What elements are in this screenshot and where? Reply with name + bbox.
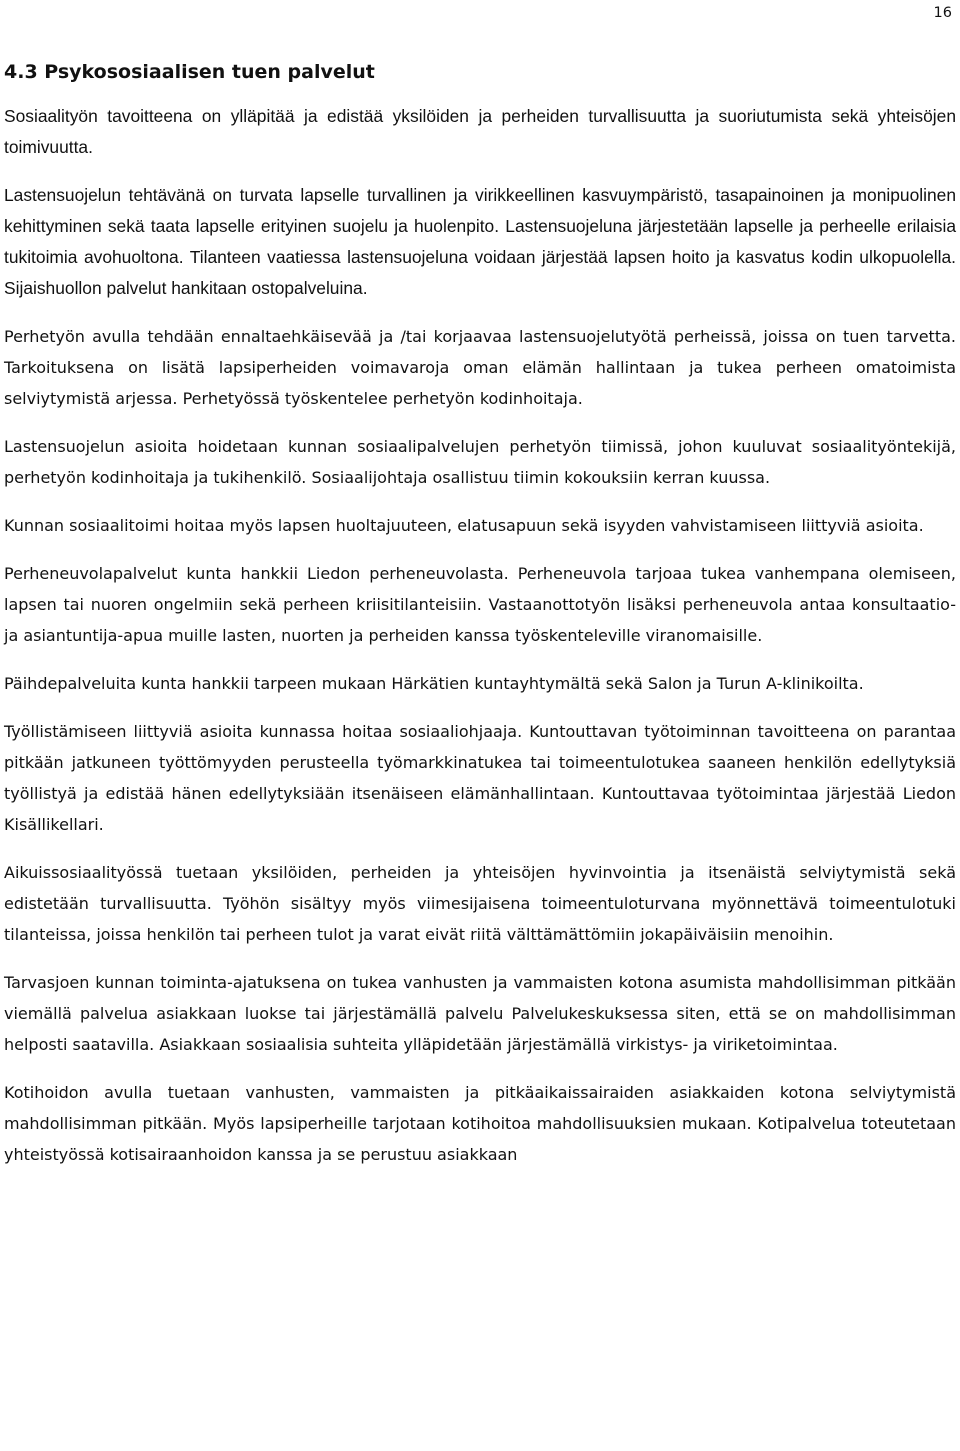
paragraph-employment: Työllistämiseen liittyviä asioita kunnassa hoitaa sosiaaliohjaaja. Kuntouttavan työtoiminnan tavoitteena on parantaa pitkään jatkuneen työttömyyden perusteella työmarkkinatukea tai toimeentulotukea saaneen henkilön edellytyksiä työllistyä ja edistää hänen edellytyksiään itsenäiseen elämänhallintaan. Kuntouttavaa työtoimintaa järjestää Liedon Kisällikellari. [4,722,956,834]
paragraph-home-care: Kotihoidon avulla tuetaan vanhusten, vammaisten ja pitkäaikaissairaiden asiakkaiden kotona selviytymistä mahdollisimman pitkään. Myös lapsiperheille tarjotaan kotihoitoa mahdollisuuksien mukaan. Kotipalvelua toteutetaan yhteistyössä kotisairaanhoidon kanssa ja se perustuu asiakkaan [4,1083,956,1164]
paragraph-custody-matters: Kunnan sosiaalitoimi hoitaa myös lapsen huoltajuuteen, elatusapuun sekä isyyden vahvistamiseen liittyviä asioita. [4,516,924,535]
paragraph-family-counselling: Perheneuvolapalvelut kunta hankkii Liedon perheneuvolasta. Perheneuvola tarjoaa tukea vanhempana olemiseen, lapsen tai nuoren ongelmiin sekä perheen kriisitilanteisiin. Vastaanottotyön lisäksi perheneuvola antaa konsultaatio- ja asiantuntija-apua muille lasten, nuorten ja perheiden kanssa työskenteleville viranomaisille. [4,564,956,645]
paragraph-child-welfare: Lastensuojelun tehtävänä on turvata lapselle turvallinen ja virikkeellinen kasvuympäristö, tasapainoinen ja monipuolinen kehittyminen sekä taata lapselle erityinen suojelu ja huolenpito. Lastensuojeluna järjestetään lapselle ja perheelle erilaisia tukitoimia avohuoltona. Tilanteen vaatiessa lastensuojeluna voidaan järjestää lapsen hoito ja kasvatus kodin ulkopuolella. Sijaishuollon palvelut hankitaan ostopalveluina. [4,185,956,298]
document-body [4,60,956,1187]
paragraph-elderly-disabled: Tarvasjoen kunnan toiminta-ajatuksena on tukea vanhusten ja vammaisten kotona asumista mahdollisimman pitkään viemällä palvelua asiakkaan luokse tai järjestämällä palvelu Palvelukeskuksessa siten, että se on mahdollisimman helposti saatavilla. Asiakkaan sosiaalisia suhteita ylläpidetään järjestämällä virkistys- ja viriketoimintaa. [4,973,956,1054]
paragraph-adult-social-work: Aikuissosiaalityössä tuetaan yksilöiden, perheiden ja yhteisöjen hyvinvointia ja itsenäistä selviytymistä sekä edistetään turvallisuutta. Työhön sisältyy myös viimesijaisena toimeentuloturvana myönnettävä toimeentulotuki tilanteissa, joissa henkilön tai perheen tulot ja varat eivät riitä välttämättömiin jokapäiväisiin menoihin. [4,863,956,944]
page-number: 16 [933,5,952,21]
section-heading: 4.3 Psykososiaalisen tuen palvelut [4,61,375,83]
paragraph-child-welfare-team: Lastensuojelun asioita hoidetaan kunnan sosiaalipalvelujen perhetyön tiimissä, johon kuuluvat sosiaalityöntekijä, perhetyön kodinhoitaja ja tukihenkilö. Sosiaalijohtaja osallistuu tiimin kokouksiin kerran kuussa. [4,437,956,487]
paragraph-substance-services: Päihdepalveluita kunta hankkii tarpeen mukaan Härkätien kuntayhtymältä sekä Salon ja Turun A-klinikoilta. [4,674,864,693]
paragraph-family-work: Perhetyön avulla tehdään ennaltaehkäisevää ja /tai korjaavaa lastensuojelutyötä perheissä, joissa on tuen tarvetta. Tarkoituksena on lisätä lapsiperheiden voimavaroja oman elämän hallintaan ja tukea perheen omatoimista selviytymistä arjessa. Perhetyössä työskentelee perhetyön kodinhoitaja. [4,327,956,408]
paragraph-social-work-goal: Sosiaalityön tavoitteena on ylläpitää ja edistää yksilöiden ja perheiden turvallisuutta ja suoriutumista sekä yhteisöjen toimivuutta. [4,106,956,157]
